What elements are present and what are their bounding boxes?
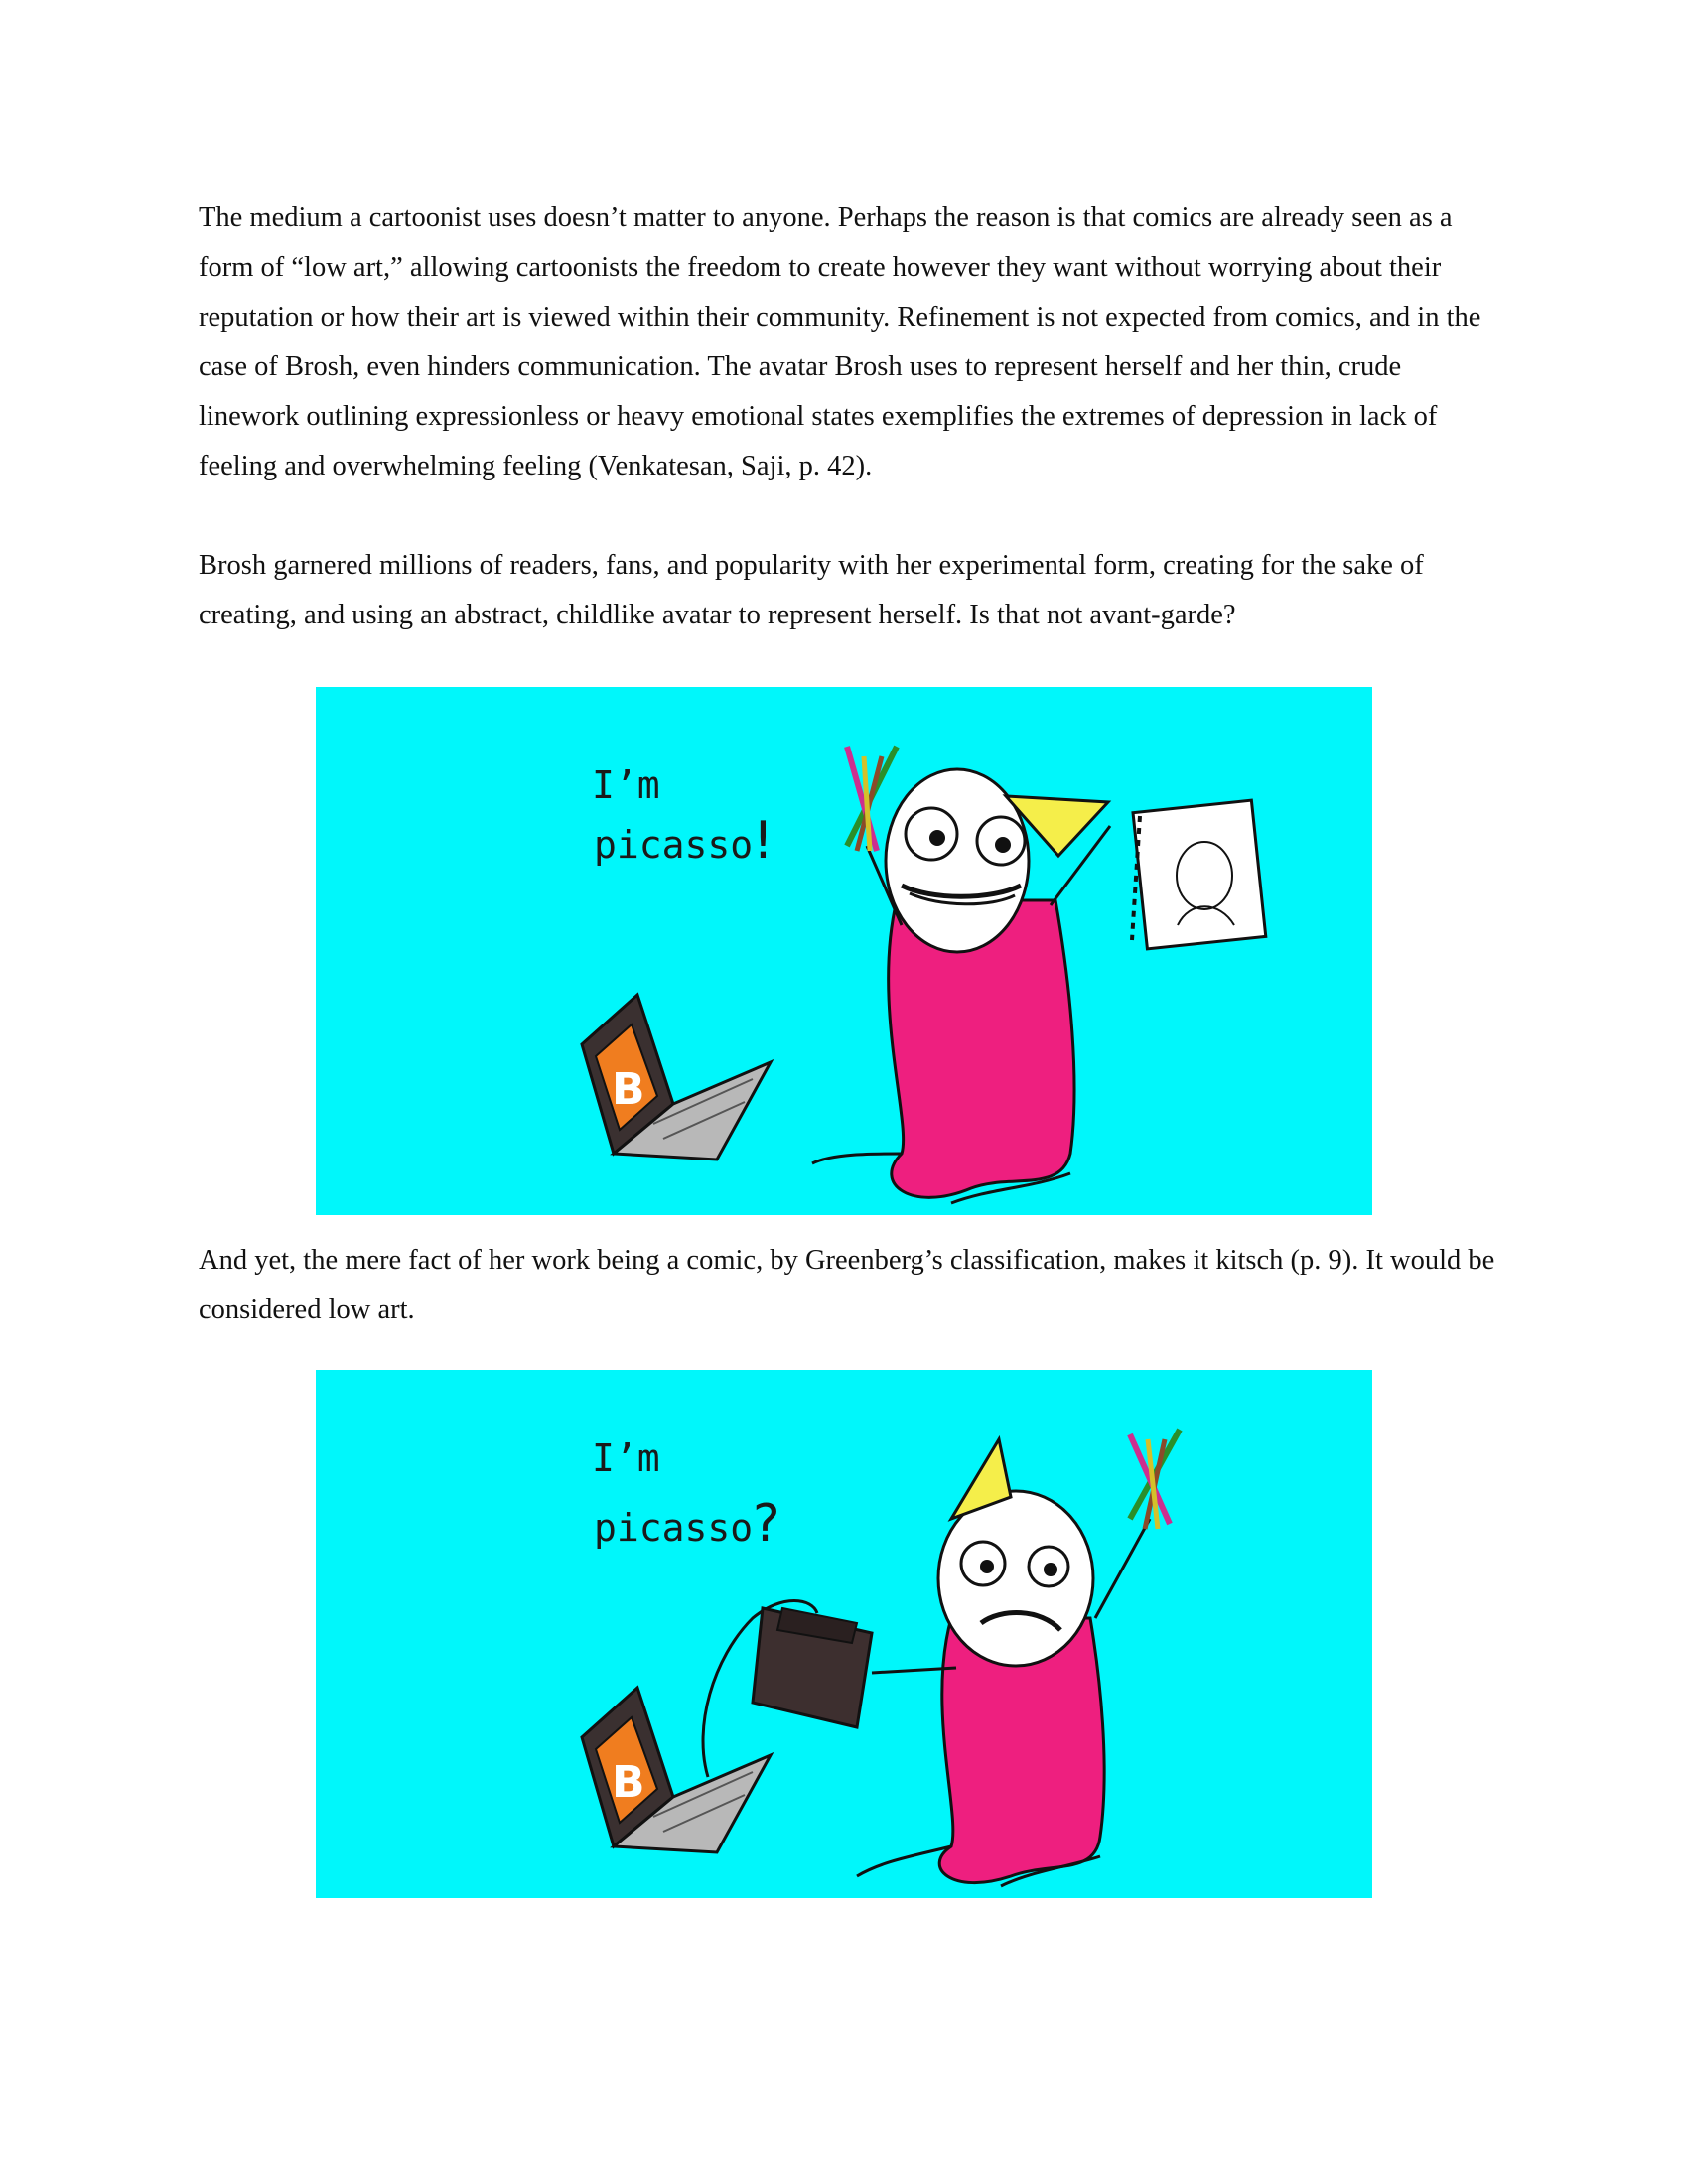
comic-panel-picasso-question: [316, 1370, 1372, 1898]
comic-caption-line1: I’m: [592, 1436, 660, 1480]
drawing-tablet-icon: [703, 1601, 872, 1778]
paragraph-avant-garde: Brosh garnered millions of readers, fans, and popularity with her experimental form, creating for the sake of creating, and using an abstract, childlike avatar to represent herself. Is that not avant-garde?: [199, 550, 1424, 630]
comic-caption-mark: ?: [753, 1494, 780, 1554]
comic-caption-line1: I’m: [592, 763, 660, 807]
brushes-icon: [1130, 1430, 1180, 1529]
avatar-figure: [812, 769, 1110, 1203]
comic-caption-mark: !: [753, 811, 774, 871]
paragraph-medium: The medium a cartoonist uses doesn’t matter to anyone. Perhaps the reason is that comics are already seen as a form of “low art,” allowing cartoonists the freedom to create however they want without worrying about their reputation or how their art is viewed within their community. Refinement is not expected from comics, and in the case of Brosh, even hinders communication. The avatar Brosh uses to represent herself and her thin, crude linework outlining expressionless or heavy emotional states exemplifies the extremes of depression in lack of feeling and overwhelming feeling (Venkatesan, Saji, p. 42).: [199, 203, 1481, 481]
comic-illustration-1: [316, 687, 1372, 1215]
laptop-icon: [582, 1688, 771, 1852]
laptop-logo: B: [612, 1064, 645, 1115]
sketchbook-icon: [1132, 800, 1266, 949]
avatar-figure: [857, 1439, 1150, 1886]
comic-illustration-2: [316, 1370, 1372, 1898]
paragraph-kitsch: And yet, the mere fact of her work being a comic, by Greenberg’s classification, makes it kitsch (p. 9). It would be considered low art.: [199, 1245, 1495, 1325]
comic-caption-line2: picasso: [594, 1506, 754, 1550]
comic-caption-line2: picasso: [594, 823, 754, 867]
laptop-logo: B: [612, 1757, 645, 1808]
laptop-icon: [582, 995, 771, 1160]
comic-panel-picasso-exclaim: [316, 687, 1372, 1215]
